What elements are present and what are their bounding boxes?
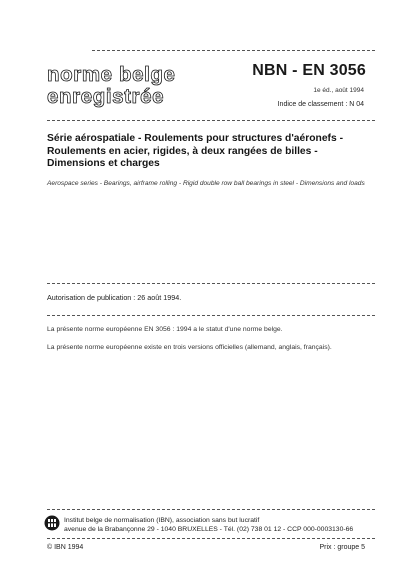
document-title-fr: Série aérospatiale - Roulements pour structures d'aéronefs - Roulements en acier, rigides, à deux rangées de billes - Dimensions et charges bbox=[47, 133, 343, 169]
organization-name: Institut belge de normalisation (IBN), association sans but lucratif bbox=[64, 517, 260, 524]
price-group: Prix : groupe 5 bbox=[319, 544, 365, 551]
status-note: La présente norme européenne EN 3056 : 1994 a le statut d'une norme belge. bbox=[47, 326, 283, 333]
brand-title bbox=[47, 64, 176, 108]
edition-date: 1e éd., août 1994 bbox=[313, 87, 364, 94]
publication-authorization: Autorisation de publication : 26 août 1994. bbox=[47, 293, 182, 302]
classification-index: Indice de classement : N 04 bbox=[277, 101, 364, 108]
copyright-divider bbox=[47, 538, 375, 539]
copyright: © IBN 1994 bbox=[47, 544, 84, 551]
versions-note: La présente norme européenne existe en trois versions officielles (allemand, anglais, français). bbox=[47, 344, 332, 351]
top-divider bbox=[92, 50, 375, 51]
brand-line-1: norme belge bbox=[47, 63, 176, 86]
ibn-logo-icon bbox=[44, 515, 60, 531]
notes-divider bbox=[47, 315, 375, 316]
document-title-en: Aerospace series - Bearings, airframe rolling - Rigid double row ball bearings in steel - Dimensions and loads bbox=[47, 180, 365, 187]
footer-organization bbox=[64, 516, 353, 534]
organization-address: avenue de la Brabançonne 29 - 1040 BRUXELLES - Tél. (02) 738 01 12 - CCP 000-0003130-66 bbox=[64, 526, 354, 533]
publication-divider bbox=[47, 283, 375, 284]
brand-line-2: enregistrée bbox=[47, 85, 165, 108]
standard-number: NBN - EN 3056 bbox=[252, 62, 366, 79]
header-divider bbox=[47, 120, 375, 121]
footer-divider bbox=[47, 509, 375, 510]
